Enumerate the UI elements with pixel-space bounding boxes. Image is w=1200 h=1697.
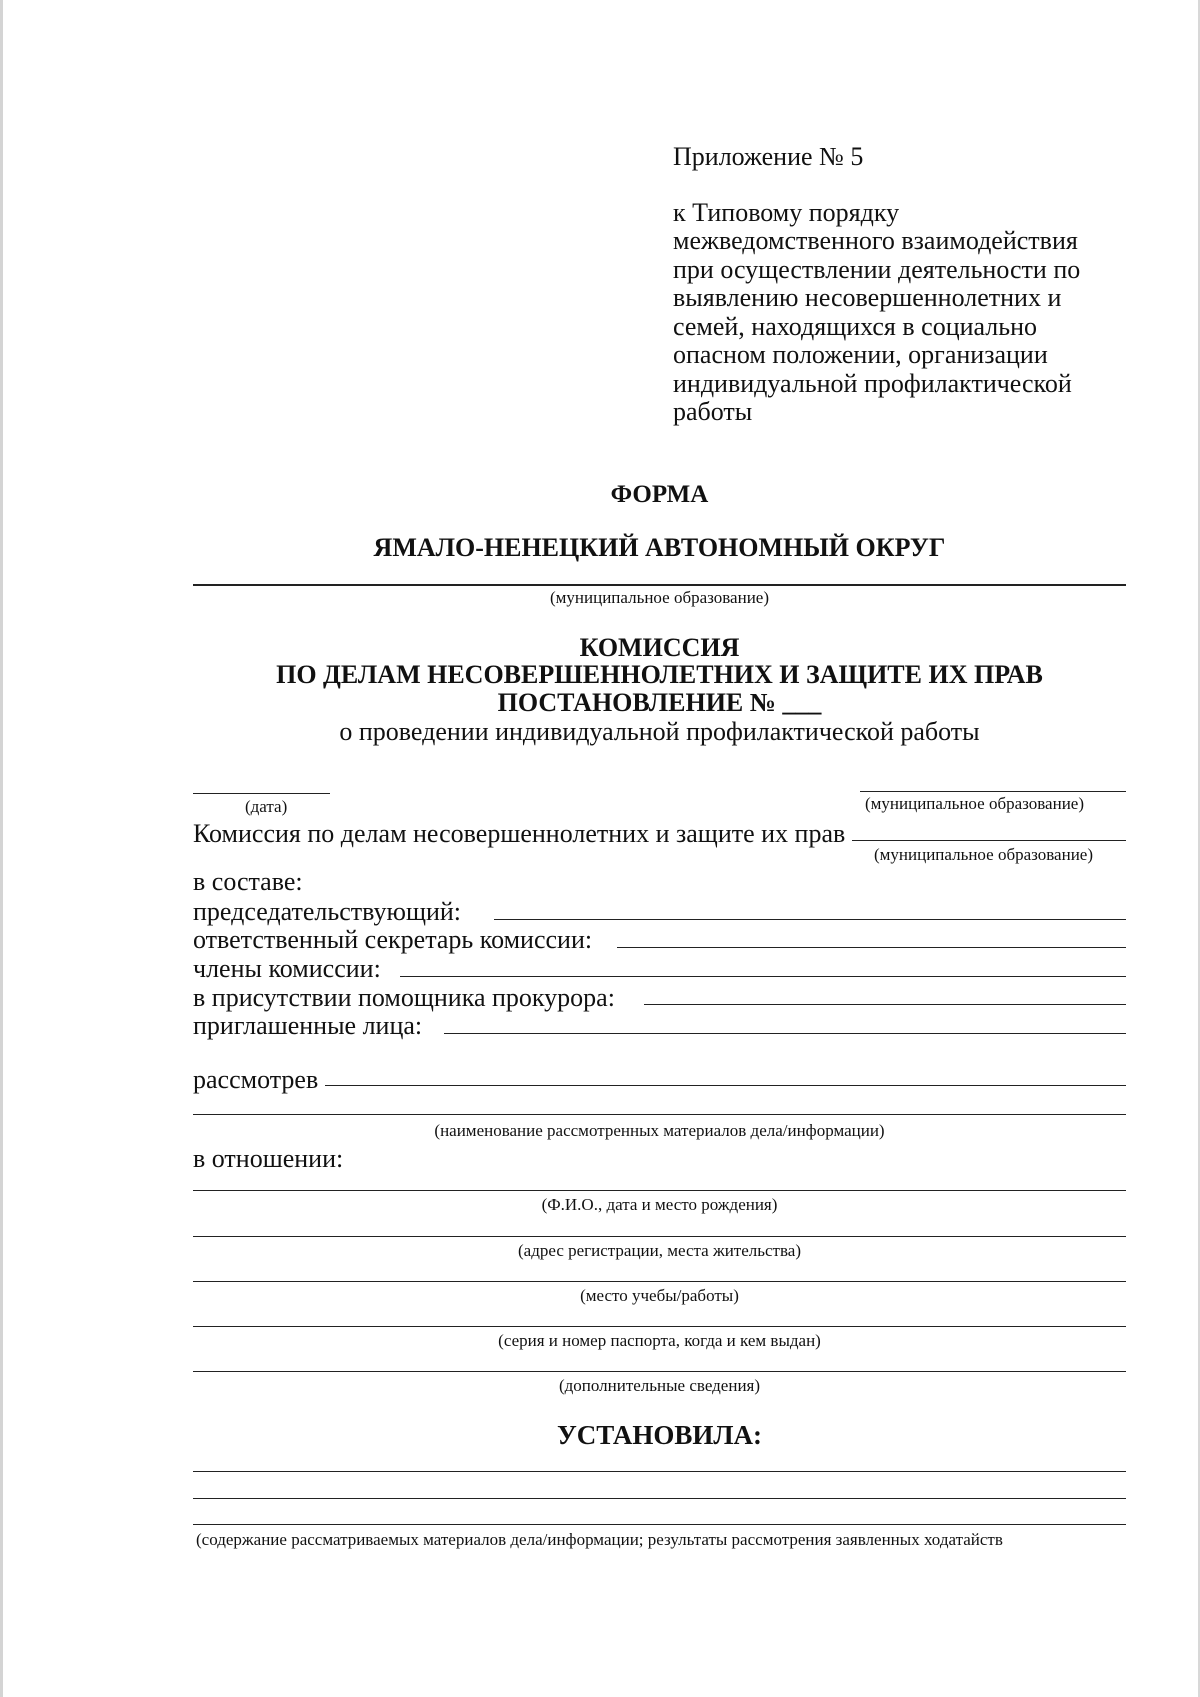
study-work-caption: (место учебы/работы) [580,1286,739,1305]
municipality-caption-right-2: (муниципальное образование) [874,845,1093,864]
considered-field[interactable] [325,1085,1126,1086]
appendix-line: к Типовому порядку [673,197,900,227]
chair-field[interactable] [494,919,1126,920]
secretary-label: ответственный секретарь комиссии: [193,925,593,954]
chair-label: председательствующий: [193,897,462,926]
municipality-line-right [860,791,1126,792]
appendix-number: Приложение № 5 [673,142,864,171]
members-label: члены комиссии: [193,954,381,983]
composition-heading: в составе: [193,867,303,896]
appendix-line: межведомственного взаимодействия [673,226,1078,255]
passport-caption: (серия и номер паспорта, когда и кем выдан) [498,1331,821,1350]
appendix-line: работы [673,397,753,426]
fio-caption: (Ф.И.О., дата и место рождения) [541,1195,778,1214]
additional-caption: (дополнительные сведения) [558,1376,761,1395]
date-line [193,793,330,794]
prosecutor-field[interactable] [644,1004,1126,1005]
established-heading: УСТАНОВИЛА: [556,1420,763,1450]
commission-municipality-line [852,840,1126,841]
appendix-line: индивидуальной профилактической [673,368,1072,398]
region-underline [193,584,1126,586]
invited-field[interactable] [444,1033,1126,1034]
region-title: ЯМАЛО-НЕНЕЦКИЙ АВТОНОМНЫЙ ОКРУГ [373,533,946,562]
appendix-line: опасном положении, организации [673,340,1048,369]
form-label: ФОРМА [610,481,709,508]
decree-subject: о проведении индивидуальной профилактической работы [339,717,980,746]
prosecutor-label: в присутствии помощника прокурора: [193,983,615,1012]
municipality-caption: (муниципальное образование) [550,588,769,607]
commission-line: Комиссия по делам несовершеннолетних и защите их прав [193,819,846,848]
established-field-3[interactable] [193,1524,1126,1525]
date-caption: (дата) [245,797,288,816]
page-edge-left [0,0,3,1697]
considered-field-2[interactable] [193,1114,1126,1115]
passport-field[interactable] [193,1326,1126,1327]
commission-title: КОМИССИЯ [579,633,740,662]
established-field-2[interactable] [193,1498,1126,1499]
invited-label: приглашенные лица: [193,1011,423,1040]
address-caption: (адрес регистрации, места жительства) [518,1241,801,1260]
appendix-line: при осуществлении деятельности по [673,254,1081,284]
appendix-block [673,143,1133,427]
appendix-line: семей, находящихся в социально [673,311,1038,341]
decree-title: ПОСТАНОВЛЕНИЕ № ___ [497,688,822,717]
municipality-caption-right: (муниципальное образование) [865,794,1084,813]
commission-subtitle: ПО ДЕЛАМ НЕСОВЕРШЕННОЛЕТНИХ И ЗАЩИТЕ ИХ ПРАВ [276,660,1043,689]
established-field-1[interactable] [193,1471,1126,1472]
members-field[interactable] [400,976,1126,977]
study-work-field[interactable] [193,1281,1126,1282]
considered-label: рассмотрев [193,1065,319,1094]
additional-field[interactable] [193,1371,1126,1372]
appendix-line: выявлению несовершеннолетних и [673,283,1062,312]
fio-field[interactable] [193,1190,1126,1191]
established-caption: (содержание рассматриваемых материалов дела/информации; результаты рассмотрения заявленных ходатайств [196,1530,1003,1549]
considered-caption: (наименование рассмотренных материалов дела/информации) [434,1121,885,1140]
address-field[interactable] [193,1236,1126,1237]
regarding-label: в отношении: [193,1144,344,1173]
secretary-field[interactable] [617,947,1126,948]
